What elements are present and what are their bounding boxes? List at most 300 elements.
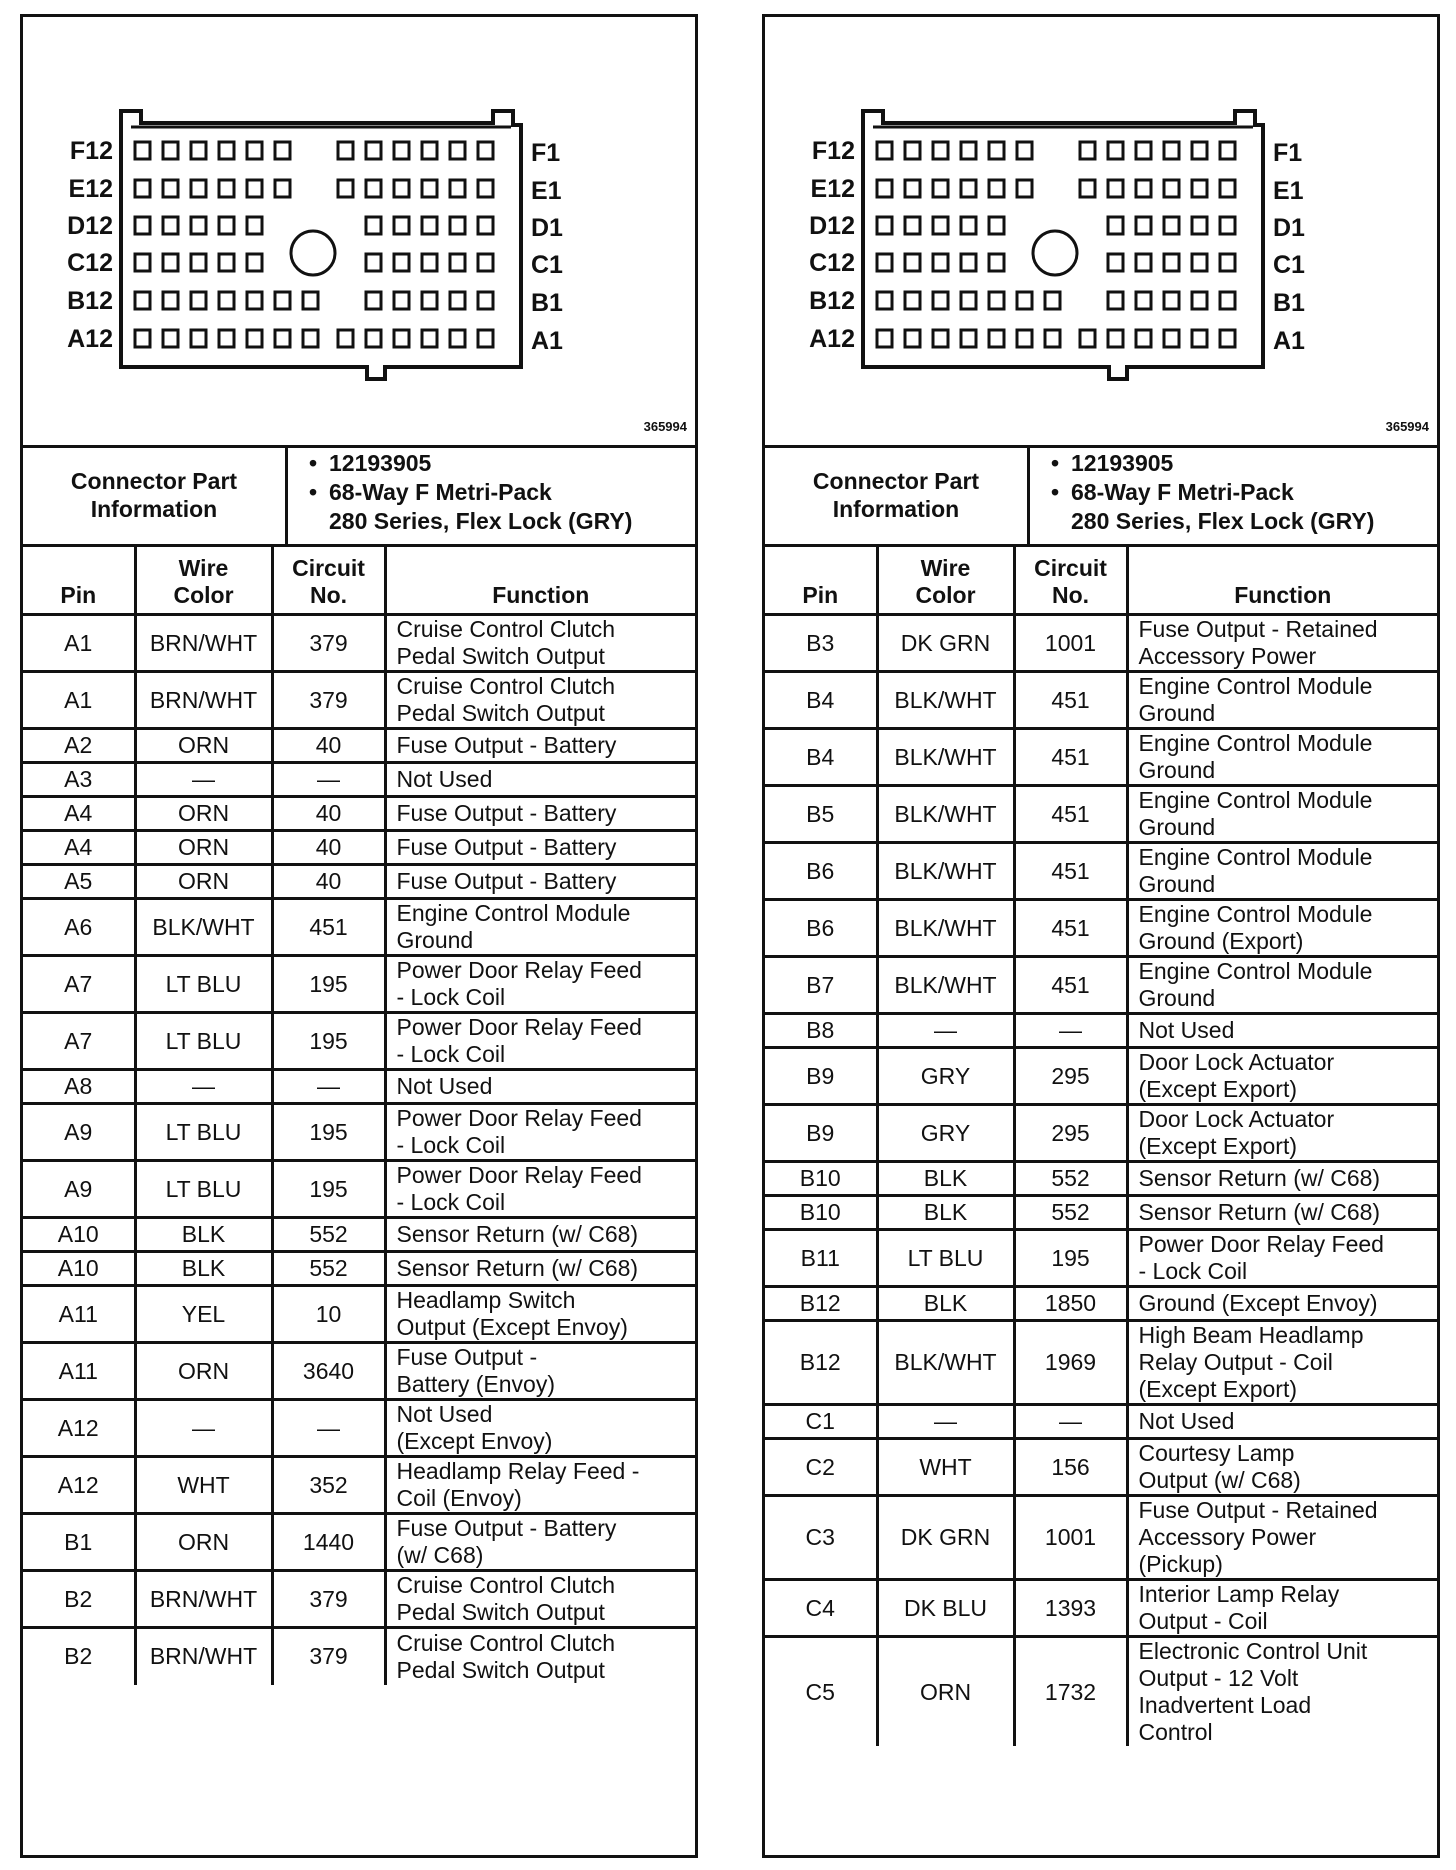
pin-cavity — [366, 142, 381, 159]
pin-cavity — [247, 180, 262, 197]
pin-cell: B7 — [765, 957, 877, 1014]
table-row — [23, 865, 695, 899]
pin-cavity — [247, 292, 262, 309]
row-label-left: A12 — [809, 325, 855, 353]
pin-cavity — [450, 292, 465, 309]
pin-cavity — [394, 330, 409, 347]
pin-cavity — [163, 180, 178, 197]
function-cell: High Beam Headlamp Relay Output - Coil (Except Export) — [1127, 1321, 1437, 1405]
pin-cavity — [905, 142, 920, 159]
function-cell: Power Door Relay Feed - Lock Coil — [385, 1104, 695, 1161]
function-cell: Engine Control Module Ground — [1127, 843, 1437, 900]
pin-cell: B1 — [23, 1514, 135, 1571]
pin-cavity — [450, 217, 465, 234]
table-row — [23, 1070, 695, 1104]
pin-cavity — [1220, 142, 1235, 159]
circuit-cell: 451 — [1014, 729, 1127, 786]
wire-color-cell: ORN — [135, 729, 272, 763]
pin-cavity — [1045, 330, 1060, 347]
header-pin: Pin — [23, 546, 135, 615]
pin-cell: A2 — [23, 729, 135, 763]
row-label-left: B12 — [67, 287, 113, 315]
table-row — [765, 1162, 1437, 1196]
pin-cavity — [1136, 254, 1151, 271]
header-pin: Pin — [765, 546, 877, 615]
pin-cavity — [191, 292, 206, 309]
pin-cavity — [1108, 217, 1123, 234]
row-label-left: C12 — [67, 249, 113, 277]
function-cell: Cruise Control Clutch Pedal Switch Output — [385, 615, 695, 672]
table-row — [765, 900, 1437, 957]
pin-cavity — [450, 142, 465, 159]
row-label-right: F1 — [531, 139, 561, 167]
pin-cell: B5 — [765, 786, 877, 843]
pin-cavity — [422, 330, 437, 347]
pin-cavity — [191, 142, 206, 159]
pin-cavity — [933, 142, 948, 159]
pin-cavity — [961, 217, 976, 234]
pin-cavity — [303, 330, 318, 347]
pin-cavity — [366, 217, 381, 234]
pin-cavity — [1220, 254, 1235, 271]
pin-cavity — [422, 292, 437, 309]
pin-cavity — [1080, 142, 1095, 159]
connector-info-label: Connector Part Information — [23, 445, 288, 544]
pin-cavity — [1192, 180, 1207, 197]
pin-cavity — [905, 254, 920, 271]
pin-cavity — [1136, 330, 1151, 347]
pin-cavity — [1220, 217, 1235, 234]
row-label-right: F1 — [1273, 139, 1303, 167]
pin-cavity — [394, 217, 409, 234]
circuit-cell: 451 — [1014, 786, 1127, 843]
function-cell: Not Used — [385, 763, 695, 797]
wire-color-cell: BLK — [877, 1287, 1014, 1321]
pin-cavity — [1136, 142, 1151, 159]
wire-color-cell: DK GRN — [877, 1496, 1014, 1580]
header-circuit-no: Circuit No. — [272, 546, 385, 615]
row-label-right: A1 — [1273, 327, 1305, 355]
pin-cavity — [989, 217, 1004, 234]
table-row — [765, 1321, 1437, 1405]
pin-cell: B10 — [765, 1196, 877, 1230]
pin-cavity — [1017, 142, 1032, 159]
row-label-right: C1 — [531, 251, 563, 279]
pin-cavity — [478, 254, 493, 271]
function-cell: Not Used — [1127, 1405, 1437, 1439]
pin-cavity — [338, 330, 353, 347]
pin-cavity — [1045, 292, 1060, 309]
circuit-cell: 1001 — [1014, 1496, 1127, 1580]
pin-cavity — [1136, 217, 1151, 234]
wire-color-cell: WHT — [135, 1457, 272, 1514]
circuit-cell: 352 — [272, 1457, 385, 1514]
connector-diagram — [765, 17, 1437, 448]
table-row — [23, 1571, 695, 1628]
pin-cavity — [1108, 180, 1123, 197]
connector-part-info — [765, 445, 1437, 547]
pin-cavity — [933, 254, 948, 271]
pin-cell: C4 — [765, 1580, 877, 1637]
table-row — [765, 729, 1437, 786]
pin-cavity — [450, 330, 465, 347]
pin-cavity — [422, 180, 437, 197]
pin-cavity — [478, 292, 493, 309]
wire-color-cell: — — [877, 1405, 1014, 1439]
pin-cavity — [135, 142, 150, 159]
table-row — [765, 843, 1437, 900]
function-cell: Engine Control Module Ground — [385, 899, 695, 956]
table-row — [765, 1105, 1437, 1162]
function-cell: Sensor Return (w/ C68) — [1127, 1196, 1437, 1230]
circuit-cell: — — [1014, 1405, 1127, 1439]
pin-cavity — [989, 330, 1004, 347]
pin-cavity — [394, 292, 409, 309]
pin-cell: B6 — [765, 843, 877, 900]
circuit-cell: 379 — [272, 672, 385, 729]
row-label-left: E12 — [810, 175, 855, 203]
wire-color-cell: LT BLU — [135, 1104, 272, 1161]
wire-color-cell: LT BLU — [135, 1161, 272, 1218]
pin-cavity — [366, 330, 381, 347]
pin-cavity — [1164, 292, 1179, 309]
pin-cell: A12 — [23, 1457, 135, 1514]
function-cell: Engine Control Module Ground — [1127, 672, 1437, 729]
header-wire-color: Wire Color — [135, 546, 272, 615]
pin-cell: A1 — [23, 615, 135, 672]
function-cell: Fuse Output - Battery (Envoy) — [385, 1343, 695, 1400]
table-row — [23, 1161, 695, 1218]
row-label-right: A1 — [531, 327, 563, 355]
circuit-cell: 40 — [272, 831, 385, 865]
table-row — [765, 1196, 1437, 1230]
function-cell: Electronic Control Unit Output - 12 Volt Inadvertent Load Control — [1127, 1637, 1437, 1747]
pin-cell: A4 — [23, 797, 135, 831]
part-number: • 12193905 — [309, 449, 689, 478]
left-connector-panel — [20, 14, 698, 1858]
pin-cavity — [1164, 180, 1179, 197]
function-cell: Sensor Return (w/ C68) — [385, 1218, 695, 1252]
function-cell: Power Door Relay Feed - Lock Coil — [385, 1161, 695, 1218]
wire-color-cell: BLK/WHT — [877, 729, 1014, 786]
pin-cavity — [1192, 292, 1207, 309]
function-cell: Cruise Control Clutch Pedal Switch Output — [385, 672, 695, 729]
circuit-cell: 195 — [272, 1013, 385, 1070]
pin-cavity — [422, 217, 437, 234]
circuit-cell: 1001 — [1014, 615, 1127, 672]
circuit-cell: 451 — [272, 899, 385, 956]
pin-cavity — [1164, 142, 1179, 159]
pin-cavity — [989, 180, 1004, 197]
pin-cavity — [219, 217, 234, 234]
table-row — [23, 1013, 695, 1070]
pin-cell: B3 — [765, 615, 877, 672]
table-row — [765, 615, 1437, 672]
circuit-cell: 1969 — [1014, 1321, 1127, 1405]
connector-description: • 68-Way F Metri-Pack 280 Series, Flex Lock (GRY) — [1051, 478, 1431, 536]
pin-cavity — [1192, 142, 1207, 159]
pin-cavity — [1017, 292, 1032, 309]
function-cell: Fuse Output - Battery (w/ C68) — [385, 1514, 695, 1571]
wire-color-cell: BRN/WHT — [135, 672, 272, 729]
pin-cavity — [1220, 180, 1235, 197]
table-row — [23, 1628, 695, 1685]
pin-cavity — [1220, 330, 1235, 347]
circuit-cell: 40 — [272, 865, 385, 899]
table-row — [765, 1637, 1437, 1747]
pin-cavity — [961, 142, 976, 159]
function-cell: Headlamp Relay Feed - Coil (Envoy) — [385, 1457, 695, 1514]
table-row — [765, 1287, 1437, 1321]
circuit-cell: 3640 — [272, 1343, 385, 1400]
pin-cell: A10 — [23, 1252, 135, 1286]
table-row — [23, 672, 695, 729]
pin-cavity — [275, 292, 290, 309]
wire-color-cell: BLK — [877, 1162, 1014, 1196]
pin-cavity — [366, 292, 381, 309]
table-row — [765, 1439, 1437, 1496]
pin-cavity — [877, 142, 892, 159]
row-label-left: A12 — [67, 325, 113, 353]
part-number: • 12193905 — [1051, 449, 1431, 478]
figure-number: 365994 — [643, 419, 687, 434]
function-cell: Fuse Output - Battery — [385, 865, 695, 899]
circuit-cell: 1732 — [1014, 1637, 1127, 1747]
wire-color-cell: BLK — [135, 1252, 272, 1286]
pin-cell: A1 — [23, 672, 135, 729]
table-row — [23, 831, 695, 865]
circuit-cell: 451 — [1014, 672, 1127, 729]
function-cell: Cruise Control Clutch Pedal Switch Output — [385, 1571, 695, 1628]
function-cell: Door Lock Actuator (Except Export) — [1127, 1105, 1437, 1162]
circuit-cell: 156 — [1014, 1439, 1127, 1496]
pin-cavity — [1220, 292, 1235, 309]
pin-cavity — [275, 330, 290, 347]
table-row — [23, 1343, 695, 1400]
table-row — [23, 1400, 695, 1457]
function-cell: Ground (Except Envoy) — [1127, 1287, 1437, 1321]
pin-cell: A11 — [23, 1286, 135, 1343]
pin-cavity — [877, 292, 892, 309]
circuit-cell: 1850 — [1014, 1287, 1127, 1321]
wire-color-cell: YEL — [135, 1286, 272, 1343]
pin-cavity — [905, 180, 920, 197]
function-cell: Engine Control Module Ground — [1127, 729, 1437, 786]
connector-info-values — [309, 449, 689, 536]
function-cell: Door Lock Actuator (Except Export) — [1127, 1048, 1437, 1105]
wire-color-cell: — — [135, 763, 272, 797]
table-row — [23, 763, 695, 797]
wire-color-cell: BLK — [877, 1196, 1014, 1230]
wire-color-cell: BLK/WHT — [877, 1321, 1014, 1405]
row-label-left: F12 — [69, 137, 113, 165]
wire-color-cell: ORN — [135, 865, 272, 899]
pin-cell: A3 — [23, 763, 135, 797]
pin-cavity — [989, 254, 1004, 271]
wire-color-cell: ORN — [135, 797, 272, 831]
pin-cavity — [247, 254, 262, 271]
circuit-cell: 451 — [1014, 900, 1127, 957]
pin-cavity — [961, 254, 976, 271]
pin-cavity — [338, 142, 353, 159]
connector-key-hole — [291, 231, 335, 275]
function-cell: Sensor Return (w/ C68) — [1127, 1162, 1437, 1196]
table-row — [765, 1230, 1437, 1287]
wire-color-cell: ORN — [877, 1637, 1014, 1747]
circuit-cell: — — [272, 1070, 385, 1104]
table-row — [23, 1286, 695, 1343]
wire-color-cell: GRY — [877, 1105, 1014, 1162]
pin-cell: A6 — [23, 899, 135, 956]
function-cell: Not Used — [1127, 1014, 1437, 1048]
pin-cavity — [933, 217, 948, 234]
pin-cavity — [191, 180, 206, 197]
row-label-right: B1 — [1273, 289, 1305, 317]
table-row — [765, 1405, 1437, 1439]
function-cell: Fuse Output - Retained Accessory Power — [1127, 615, 1437, 672]
circuit-cell: 552 — [272, 1218, 385, 1252]
connector-key-hole — [1033, 231, 1077, 275]
circuit-cell: 379 — [272, 1628, 385, 1685]
table-row — [23, 1218, 695, 1252]
row-label-left: D12 — [809, 212, 855, 240]
table-row — [765, 1014, 1437, 1048]
function-cell: Engine Control Module Ground — [1127, 957, 1437, 1014]
pin-cavity — [877, 217, 892, 234]
function-cell: Not Used (Except Envoy) — [385, 1400, 695, 1457]
connector-info-values — [1051, 449, 1431, 536]
pin-cavity — [135, 254, 150, 271]
pin-cavity — [219, 254, 234, 271]
pin-cavity — [877, 254, 892, 271]
header-function: Function — [1127, 546, 1437, 615]
table-row — [765, 1496, 1437, 1580]
pin-cavity — [135, 330, 150, 347]
row-label-right: E1 — [1273, 177, 1304, 205]
pin-cavity — [905, 330, 920, 347]
wire-color-cell: BLK — [135, 1218, 272, 1252]
circuit-cell: 379 — [272, 1571, 385, 1628]
connector-part-info — [23, 445, 695, 547]
function-cell: Sensor Return (w/ C68) — [385, 1252, 695, 1286]
pin-cavity — [275, 180, 290, 197]
pinout-table — [23, 544, 695, 1685]
table-row — [23, 615, 695, 672]
wire-color-cell: LT BLU — [877, 1230, 1014, 1287]
pin-cavity — [422, 254, 437, 271]
pin-cell: A9 — [23, 1104, 135, 1161]
pin-cell: B11 — [765, 1230, 877, 1287]
pin-cavity — [1136, 292, 1151, 309]
table-row — [765, 1580, 1437, 1637]
function-cell: Fuse Output - Battery — [385, 729, 695, 763]
pin-cavity — [989, 142, 1004, 159]
pin-cell: A12 — [23, 1400, 135, 1457]
pin-cavity — [1080, 330, 1095, 347]
table-row — [23, 1457, 695, 1514]
pin-cell: A7 — [23, 956, 135, 1013]
row-label-right: E1 — [531, 177, 562, 205]
connector-diagram — [23, 17, 695, 448]
pin-cavity — [877, 330, 892, 347]
circuit-cell: 1393 — [1014, 1580, 1127, 1637]
pin-cavity — [450, 254, 465, 271]
pin-cell: C1 — [765, 1405, 877, 1439]
table-row — [23, 956, 695, 1013]
pin-cavity — [163, 142, 178, 159]
pin-cell: C5 — [765, 1637, 877, 1747]
circuit-cell: 195 — [272, 1161, 385, 1218]
circuit-cell: 451 — [1014, 957, 1127, 1014]
pin-cell: B9 — [765, 1105, 877, 1162]
function-cell: Courtesy Lamp Output (w/ C68) — [1127, 1439, 1437, 1496]
wire-color-cell: BRN/WHT — [135, 1571, 272, 1628]
function-cell: Power Door Relay Feed - Lock Coil — [385, 956, 695, 1013]
table-row — [765, 672, 1437, 729]
pin-cavity — [1108, 254, 1123, 271]
pin-cavity — [163, 217, 178, 234]
wire-color-cell: BRN/WHT — [135, 615, 272, 672]
pin-cell: A8 — [23, 1070, 135, 1104]
table-row — [23, 1514, 695, 1571]
pin-cavity — [478, 142, 493, 159]
wire-color-cell: BRN/WHT — [135, 1628, 272, 1685]
circuit-cell: — — [272, 1400, 385, 1457]
pin-cavity — [1017, 330, 1032, 347]
connector-housing-outline — [863, 111, 1263, 379]
pin-cavity — [303, 292, 318, 309]
header-function: Function — [385, 546, 695, 615]
function-cell: Fuse Output - Battery — [385, 797, 695, 831]
circuit-cell: 1440 — [272, 1514, 385, 1571]
wire-color-cell: — — [135, 1070, 272, 1104]
pin-cell: A10 — [23, 1218, 135, 1252]
pin-cell: A9 — [23, 1161, 135, 1218]
circuit-cell: 40 — [272, 797, 385, 831]
pin-cavity — [961, 292, 976, 309]
table-row — [23, 797, 695, 831]
pin-cavity — [478, 330, 493, 347]
pin-cavity — [394, 142, 409, 159]
row-label-right: D1 — [1273, 214, 1305, 242]
pin-cavity — [933, 292, 948, 309]
function-cell: Fuse Output - Battery — [385, 831, 695, 865]
pin-cavity — [394, 254, 409, 271]
pin-cavity — [338, 180, 353, 197]
table-row — [765, 957, 1437, 1014]
pin-cell: B2 — [23, 1571, 135, 1628]
pin-cavity — [366, 254, 381, 271]
row-label-left: C12 — [809, 249, 855, 277]
pin-cavity — [933, 330, 948, 347]
row-label-right: D1 — [531, 214, 563, 242]
pin-cavity — [422, 142, 437, 159]
pin-cavity — [877, 180, 892, 197]
wire-color-cell: BLK/WHT — [135, 899, 272, 956]
pin-cavity — [989, 292, 1004, 309]
header-circuit-no: Circuit No. — [1014, 546, 1127, 615]
wire-color-cell: GRY — [877, 1048, 1014, 1105]
pin-cell: B8 — [765, 1014, 877, 1048]
circuit-cell: 10 — [272, 1286, 385, 1343]
pin-cell: A11 — [23, 1343, 135, 1400]
circuit-cell: 195 — [272, 956, 385, 1013]
circuit-cell: 552 — [272, 1252, 385, 1286]
function-cell: Fuse Output - Retained Accessory Power (Pickup) — [1127, 1496, 1437, 1580]
pin-cavity — [247, 217, 262, 234]
wire-color-cell: ORN — [135, 1514, 272, 1571]
pin-cavity — [366, 180, 381, 197]
